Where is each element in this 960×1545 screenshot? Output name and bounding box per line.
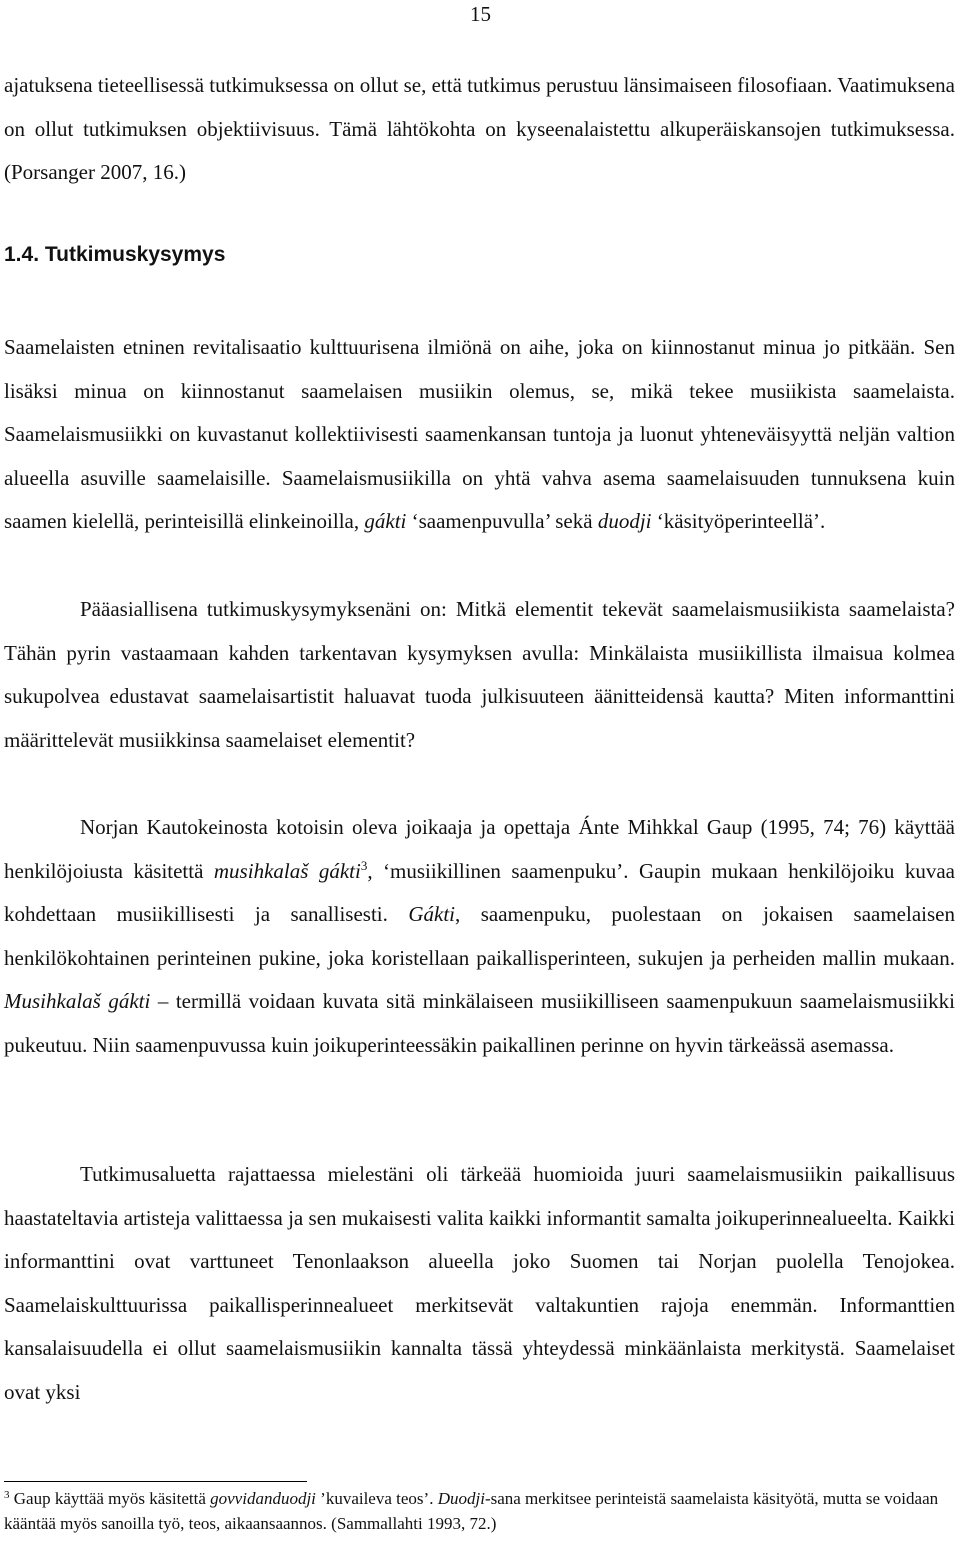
footnote-text: -sana merkitsee perinteistä saamelaista käsityötä, mutta se voidaan kääntää myös sanoilla työ, teos, aikaansaannos. (Sammallahti 1993, 72.) [4,1489,939,1533]
paragraph-text: ‘saamenpuvulla’ sekä [406,509,598,533]
page-number: 15 [470,2,491,26]
italic-term: Gákti [408,902,456,926]
footnote-mark: 3 [4,1489,10,1501]
italic-term: Musihkalaš gákti [4,989,151,1013]
footnote-reference[interactable]: 3 [360,857,368,873]
footnote-divider [4,1481,307,1482]
italic-term: gákti [364,509,407,533]
italic-term: duodji [597,509,652,533]
italic-term: musihkalaš gákti [213,858,361,883]
footnote-text: Gaup käyttää myös käsitettä [9,1489,211,1508]
section-heading: 1.4. Tutkimuskysymys [4,243,226,266]
paragraph-research-area: Tutkimusaluetta rajattaessa mielestäni oli tärkeää huomioida juuri saamelaismusiikin paikallisuus haastateltavia artisteja valittaessa ja sen mukaisesti valita kaikki informantit samalta joikuperinnealueelta. Kaikki informanttini ovat varttuneet Tenonlaakson alueella joko Suomen tai Norjan puolella Tenojokea. Saamelaiskulttuurissa paikallisperinnealueet merkitsevät valtakuntien rajoja enemmän. Informanttien kansalaisuudella ei ollut saamelaismusiikin kannalta tässä yhteydessä minkäänlaista merkitystä. Saamelaiset ovat yksi [4,1162,955,1404]
paragraph-text: , ‘musiikillinen saamenpuku’. Gaupin mukaan henkilöjoiku kuvaa kohdettaan musiikillisesti ja sanallisesti. [4,858,955,926]
italic-term: govvidanduodji [210,1489,316,1508]
paragraph-text: Norjan Kautokeinosta kotoisin oleva joikaaja ja opettaja Ánte Mihkkal Gaup (1995, 74; 76) käyttää henkilöjoiusta käsitettä [4,815,955,883]
footnote [4,1486,955,1536]
italic-term: Duodji [437,1489,485,1508]
paragraph-text: , saamenpuku, puolestaan on jokaisen saamelaisen henkilökohtainen perinteinen pukine, joka koristellaan paikallisperinteen, sukujen ja perheiden mallin mukaan. [4,902,955,970]
paragraph-text: ‘käsityöperinteellä’. [651,509,826,533]
paragraph-research-intro [4,326,955,544]
paragraph-musihkalas-gakti [4,806,955,1067]
footnote-text: ’kuvaileva teos’. [315,1489,438,1508]
paragraph-continuation: ajatuksena tieteellisessä tutkimuksessa on ollut se, että tutkimus perustuu länsimaiseen filosofiaan. Vaatimuksena on ollut tutkimuksen objektiivisuus. Tämä lähtökohta on kyseenalaistettu alkuperäiskansojen tutkimuksessa. (Porsanger 2007, 16.) [4,73,955,184]
paragraph-text: Saamelaisten etninen revitalisaatio kulttuurisena ilmiönä on aihe, joka on kiinnostanut minua jo pitkään. Sen lisäksi minua on kiinnostanut saamelaisen musiikin olemus, se, mikä tekee musiikista saamelaista. Saamelaismusiikki on kuvastanut kollektiivisesti saamenkansan tuntoja ja luonut yhteneväisyyttä neljän valtion alueella asuville saamelaisille. Saamelaismusiikilla on yhtä vahva asema saamelaisuuden tunnuksena kuin saamen kielellä, perinteisillä elinkeinoilla, [4,335,955,533]
paragraph-research-questions: Pääasiallisena tutkimuskysymyksenäni on: Mitkä elementit tekevät saamelaismusiikista saamelaista? Tähän pyrin vastaamaan kahden tarkentavan kysymyksen avulla: Minkälaista musiikillista ilmaisua kolmea sukupolvea edustavat saamelaisartistit haluavat tuoda julkisuuteen äänitteidensä kautta? Miten informanttini määrittelevät musiikkinsa saamelaiset elementit? [4,597,955,752]
paragraph-text: – termillä voidaan kuvata sitä minkälaiseen musiikilliseen saamenpukuun saamelaismusiikki pukeutuu. Niin saamenpuvussa kuin joikuperinteessäkin paikallinen perinne on hyvin tärkeässä asemassa. [4,989,955,1057]
